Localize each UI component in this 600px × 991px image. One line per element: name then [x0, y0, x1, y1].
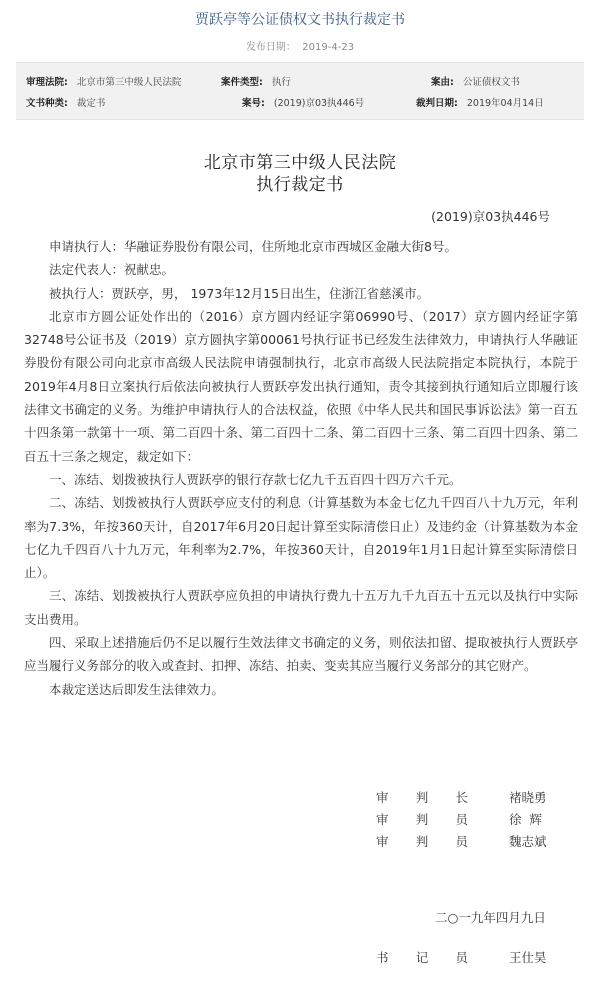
- case-no-label: 案号:: [242, 98, 265, 109]
- court-info: [26, 74, 181, 88]
- case-no-value: (2019)京03执446号: [273, 98, 365, 109]
- applicant-paragraph: 申请执行人：华融证券股份有限公司，住所地北京市西城区金融大街8号。: [49, 239, 457, 254]
- effect-paragraph: 本裁定送达后即发生法律效力。: [49, 681, 225, 697]
- signature-role: [376, 810, 468, 828]
- ruling-item-2: 二、冻结、划拨被执行人贾跃亭应支付的利息（计算基数为本金七亿九千四百八十九万元，年利率为7.3%，年按360天计，自2017年6月20日起计算至实际清偿日止）及违约金（计算基数为本金七亿九千四百八十九万元，年利率为2.7%，年按360天计，自2019年1月1日起计算至实际清偿日止）。: [24, 495, 578, 581]
- role-char: 员: [455, 950, 468, 965]
- ruling-date: 二○一九年四月九日: [435, 910, 546, 925]
- cause-info: [431, 74, 520, 88]
- document-body: [24, 235, 578, 701]
- signature-name: 魏志斌: [509, 834, 547, 849]
- signature-role: [376, 948, 468, 966]
- document-title: 贾跃亭等公证债权文书执行裁定书: [195, 12, 405, 28]
- case-number: (2019)京03执446号: [431, 209, 550, 224]
- judgment-date-info: [416, 95, 544, 109]
- ruling-item-3: 三、冻结、划拨被执行人贾跃亭应负担的申请执行费九十五万九千九百五十五元以及执行中实际支出费用。: [24, 588, 578, 627]
- signature-name: 褚晓勇: [509, 790, 547, 805]
- role-char: 判: [415, 834, 429, 849]
- role-char: 审: [376, 812, 389, 827]
- case-info-panel: [16, 62, 584, 120]
- court-name-heading: 北京市第三中级人民法院: [203, 153, 397, 173]
- doc-type-label: 文书种类:: [26, 98, 68, 109]
- role-char: 审: [376, 834, 389, 849]
- ruling-item-1: 一、冻结、划拨被执行人贾跃亭的银行存款七亿九千五百四十四万六千元。: [49, 471, 462, 487]
- court-label: 审理法院:: [26, 77, 68, 88]
- role-char: 员: [455, 834, 468, 849]
- ruling-item-4: 四、采取上述措施后仍不足以履行生效法律文书确定的义务，则依法扣留、提取被执行人贾跃亭应当履行义务部分的收入或查封、扣押、冻结、拍卖、变卖其应当履行义务部分的其它财产。: [24, 635, 578, 674]
- signature-role: [376, 832, 468, 850]
- signature-name: 王仕昊: [509, 950, 547, 965]
- case-type-label: 案件类型:: [221, 77, 263, 88]
- publish-date: [0, 38, 600, 53]
- role-char: 判: [415, 812, 429, 827]
- signature-name: 徐 辉: [509, 812, 542, 827]
- doc-type-heading: 执行裁定书: [256, 175, 344, 195]
- publish-date-value: 2019-4-23: [302, 42, 355, 53]
- cause-value: 公证债权文书: [462, 77, 520, 88]
- role-char: 记: [415, 950, 429, 965]
- role-char: 判: [415, 790, 429, 805]
- cause-label: 案由:: [431, 77, 454, 88]
- role-char: 审: [376, 790, 389, 805]
- facts-paragraph: 北京市方圆公证处作出的（2016）京方圆内经证字第06990号、（2017）京方圆内经证字第32748号公证书及（2019）京方圆执字第00061号执行证书已经发生法律效力，申请执行人华融证券股份有限公司向北京市高级人民法院申请强制执行，北京市高级人民法院指定本院执行，本院于2019年4月8日立案执行后依法向被执行人贾跃亭发出执行通知，责令其接到执行通知后立即履行该法律文书确定的义务。为维护申请执行人的合法权益，依照《中华人民共和国民事诉讼法》第一百五十四条第一款第十一项、第二百四十条、第二百四十二条、第二百四十三条、第二百四十四条、第二百五十三条之规定，裁定如下：: [24, 308, 578, 464]
- signature-role: [376, 788, 468, 806]
- role-char: 书: [376, 950, 389, 965]
- role-char: 长: [455, 790, 468, 805]
- court-value: 北京市第三中级人民法院: [76, 77, 182, 88]
- case-type-value: 执行: [271, 77, 291, 88]
- respondent-paragraph: 被执行人：贾跃亭，男， 1973年12月15日出生，住浙江省慈溪市。: [49, 285, 430, 301]
- judgment-date-value: 2019年04月14日: [466, 98, 544, 109]
- legal-rep-paragraph: 法定代表人：祝献忠。: [49, 262, 175, 278]
- publish-date-label: 发布日期：: [245, 42, 296, 53]
- doc-type-value: 裁定书: [76, 98, 106, 109]
- role-char: 员: [455, 812, 468, 827]
- case-no-info: [242, 95, 364, 109]
- doc-type-info: [26, 95, 105, 109]
- case-type-info: [221, 74, 291, 88]
- judgment-date-label: 裁判日期:: [416, 98, 458, 109]
